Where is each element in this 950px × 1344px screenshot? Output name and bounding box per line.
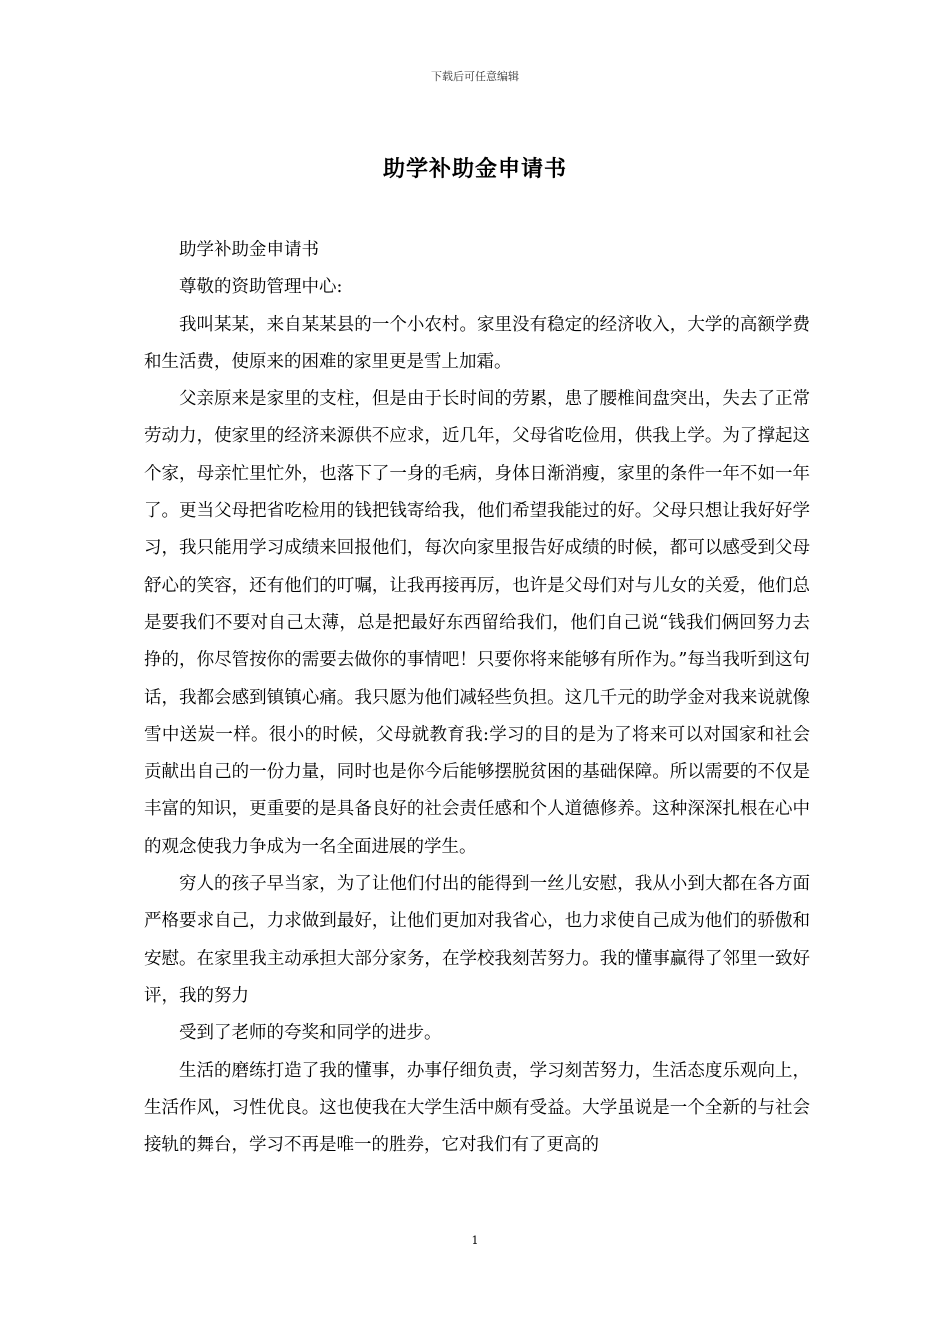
document-title: 助学补助金申请书: [382, 156, 567, 182]
paragraph-self-discipline: 穷人的孩子早当家，为了让他们付出的能得到一丝儿安慰，我从小到大都在各方面严格要求自己，力求做到最好，让他们更加对我省心，也力求使自己成为他们的骄傲和安慰。在家里我主动承担大部分家务，在学校我刻苦努力。我的懂事赢得了邻里一致好评，我的努力: [144, 874, 810, 1006]
header-note: 下载后可任意编辑: [431, 70, 519, 83]
paragraph-life-experience: 生活的磨练打造了我的懂事，办事仔细负责，学习刻苦努力，生活态度乐观向上，生活作风，习性优良。这也使我在大学生活中颇有受益。大学虽说是一个全新的与社会接轨的舞台，学习不再是唯一的胜券，它对我们有了更高的: [144, 1060, 810, 1156]
document-body: [144, 232, 810, 1164]
paragraph-family-situation: 父亲原来是家里的支柱，但是由于长时间的劳累，患了腰椎间盘突出，失去了正常劳动力，使家里的经济来源供不应求，近几年，父母省吃俭用，供我上学。为了撑起这个家，母亲忙里忙外，也落下了一身的毛病，身体日渐消瘦，家里的条件一年不如一年了。更当父母把省吃检用的钱把钱寄给我，他们希望我能过的好。父母只想让我好好学习，我只能用学习成绩来回报他们，每次向家里报告好成绩的时候，都可以感受到父母舒心的笑容，还有他们的叮嘱，让我再接再厉，也许是父母们对与儿女的关爱，他们总是要我们不要对自己太薄，总是把最好东西留给我们，他们自己说“钱我们俩回努力去挣的，你尽管按你的需要去做你的事情吧！只要你将来能够有所作为。”每当我听到这句话，我都会感到镇镇心痛。我只愿为他们减轻些负担。这几千元的助学金对我来说就像雪中送炭一样。很小的时候，父母就教育我:学习的目的是为了将来可以对国家和社会贡献出自己的一份力量，同时也是你今后能够摆脱贫困的基础保障。所以需要的不仅是丰富的知识，更重要的是具备良好的社会责任感和个人道德修养。这种深深扎根在心中的观念使我力争成为一名全面进展的学生。: [144, 389, 810, 857]
paragraph-introduction: 我叫某某，来自某某县的一个小农村。家里没有稳定的经济收入，大学的高额学费和生活费，使原来的困难的家里更是雪上加霜。: [144, 314, 810, 372]
page-number: 1: [471, 1234, 479, 1247]
paragraph-salutation: 尊敬的资助管理中心:: [179, 277, 343, 298]
paragraph-heading: 助学补助金申请书: [179, 240, 319, 260]
paragraph-teacher-praise: 受到了老师的夸奖和同学的进步。: [179, 1023, 442, 1044]
